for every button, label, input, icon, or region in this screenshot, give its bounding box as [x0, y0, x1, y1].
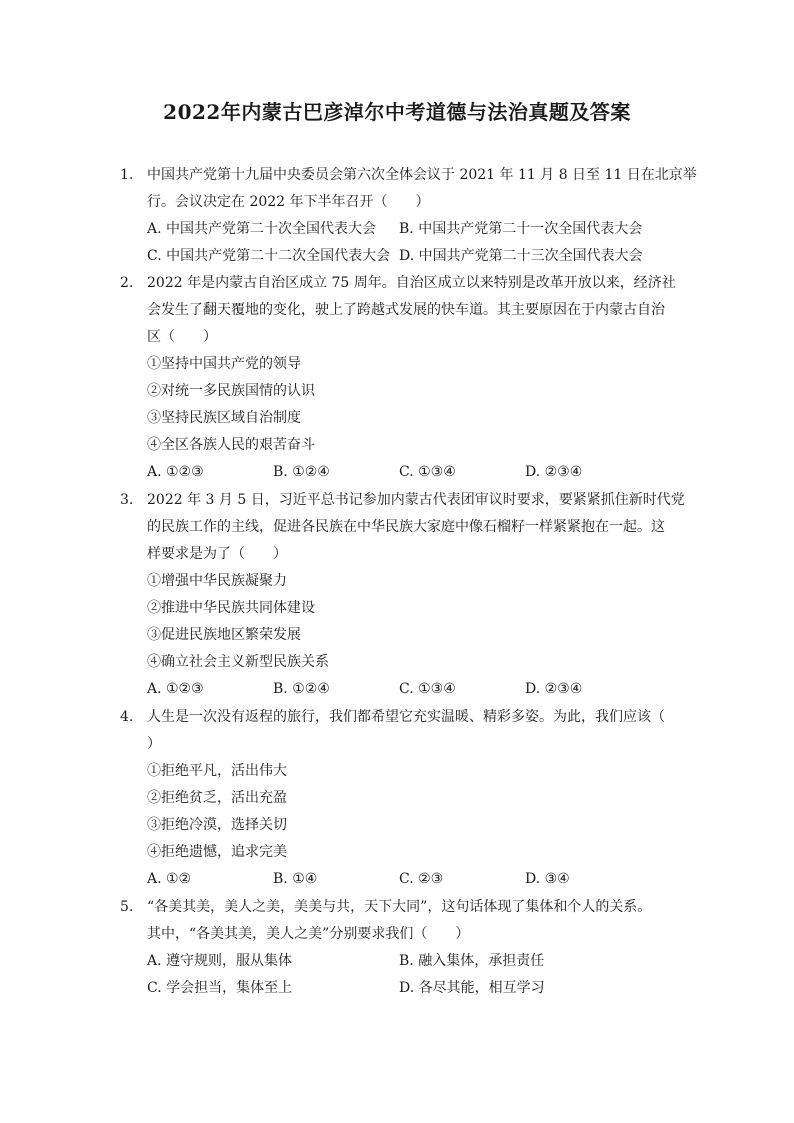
statement-2: ②拒绝贫乏，活出充盈 [147, 790, 287, 806]
question-line: 其中，“各美其美，美人之美”分别要求我们（ ） [147, 926, 470, 942]
statement-1: ①拒绝平凡，活出伟大 [147, 763, 287, 779]
option-row [147, 676, 674, 703]
question-line: 区（ ） [147, 329, 217, 345]
question-line: 中国共产党第十九届中央委员会第六次全体会议于 2021 年 11 月 8 日至 11 日在北京举 [147, 167, 697, 183]
option-row [147, 975, 674, 1002]
question-line: 样要求是为了（ ） [147, 546, 287, 562]
question-line: 的民族工作的主线，促进各民族在中华民族大家庭中像石榴籽一样紧紧抱在一起。这 [147, 519, 665, 535]
option-row [147, 216, 674, 243]
statement-4: ④确立社会主义新型民族关系 [147, 654, 329, 670]
statement-4: ④全区各族人民的艰苦奋斗 [147, 437, 315, 453]
option-row [147, 243, 674, 270]
statement-3: ③促进民族地区繁荣发展 [147, 627, 301, 643]
question-line: 会发生了翻天覆地的变化，驶上了跨越式发展的快车道。其主要原因在于内蒙古自治 [147, 302, 665, 318]
option-b: B. ①④ [273, 871, 318, 887]
question-number: 3. [120, 492, 134, 508]
option-b: B. 融入集体，承担责任 [399, 953, 545, 969]
question-body [147, 894, 674, 1002]
option-c: C. ①③④ [399, 681, 456, 697]
question-body [147, 162, 697, 270]
question-body [147, 270, 674, 486]
option-d: D. ②③④ [525, 681, 583, 697]
question-body [147, 704, 674, 893]
question-body [147, 487, 685, 703]
question-line: 行。会议决定在 2022 年下半年召开（ ） [147, 194, 430, 210]
option-a: A. 中国共产党第二十次全国代表大会 [147, 221, 377, 237]
option-d: D. ②③④ [525, 464, 583, 480]
option-a: A. ①② [147, 871, 192, 887]
statement-4: ④拒绝遗憾，追求完美 [147, 844, 287, 860]
option-d: D. ③④ [525, 871, 570, 887]
question-line: “各美其美，美人之美，美美与共，天下大同”，这句话体现了集体和个人的关系。 [147, 899, 652, 915]
question-line: 2022 年 3 月 5 日，习近平总书记参加内蒙古代表团审议时要求，要紧紧抓住新时代党 [147, 492, 685, 508]
question-line: ） [147, 736, 161, 752]
option-c: C. 中国共产党第二十二次全国代表大会 [147, 248, 391, 264]
question-number: 5. [120, 899, 134, 915]
option-a: A. ①②③ [147, 464, 204, 480]
option-c: C. 学会担当，集体至上 [147, 980, 293, 996]
statement-3: ③坚持民族区域自治制度 [147, 410, 301, 426]
option-b: B. ①②④ [273, 681, 330, 697]
option-d: D. 各尽其能，相互学习 [399, 980, 545, 996]
statement-1: ①增强中华民族凝聚力 [147, 573, 287, 589]
option-b: B. 中国共产党第二十一次全国代表大会 [399, 221, 643, 237]
option-b: B. ①②④ [273, 464, 330, 480]
statement-2: ②对统一多民族国情的认识 [147, 383, 315, 399]
question-number: 2. [120, 275, 134, 291]
option-row [147, 866, 674, 893]
option-c: C. ②③ [399, 871, 444, 887]
option-d: D. 中国共产党第二十三次全国代表大会 [399, 248, 643, 264]
option-a: A. ①②③ [147, 681, 204, 697]
option-row [147, 948, 674, 975]
question-number: 4. [120, 709, 134, 725]
option-row [147, 459, 674, 486]
statement-3: ③拒绝冷漠，选择关切 [147, 817, 287, 833]
statement-1: ①坚持中国共产党的领导 [147, 356, 301, 372]
question-line: 人生是一次没有返程的旅行，我们都希望它充实温暖、精彩多姿。为此，我们应该（ [147, 709, 665, 725]
statement-2: ②推进中华民族共同体建设 [147, 600, 315, 616]
question-number: 1. [120, 167, 134, 183]
option-a: A. 遵守规则，服从集体 [147, 953, 293, 969]
page-title: 2022年内蒙古巴彦淖尔中考道德与法治真题及答案 [163, 100, 631, 124]
option-c: C. ①③④ [399, 464, 456, 480]
question-line: 2022 年是内蒙古自治区成立 75 周年。自治区成立以来特别是改革开放以来，经济社 [147, 275, 676, 291]
